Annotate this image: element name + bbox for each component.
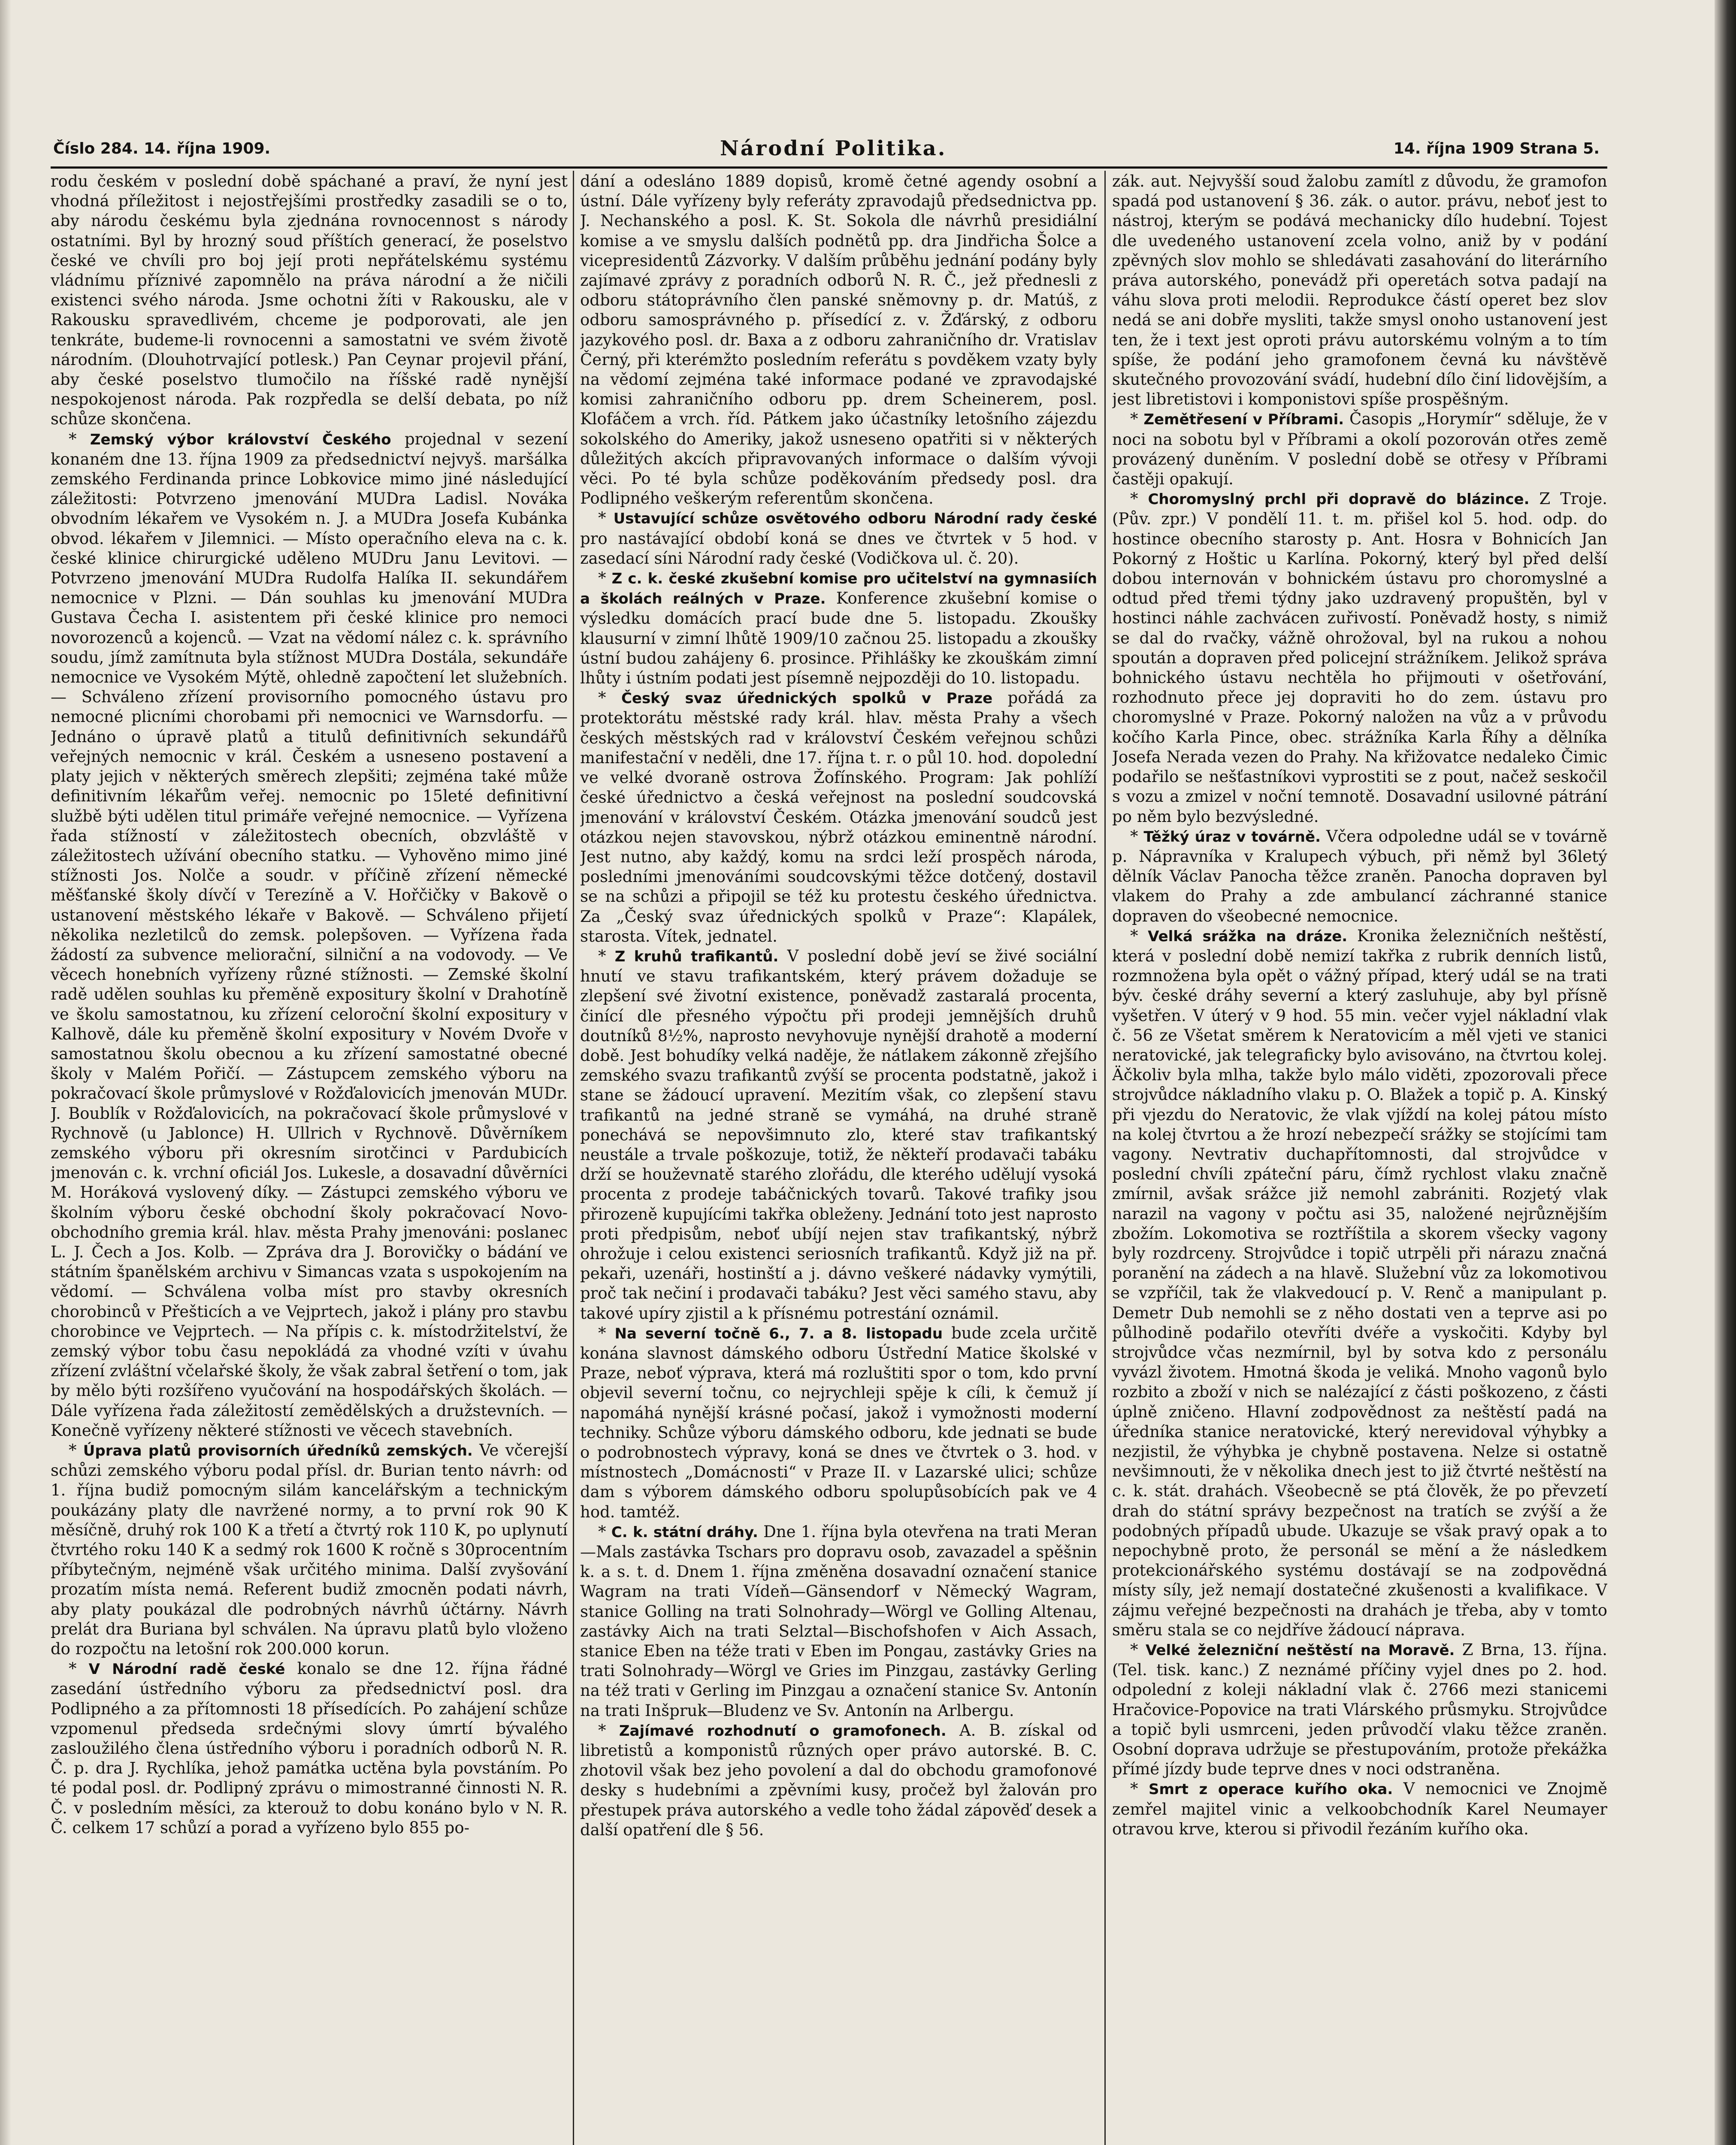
text-column-1 (51, 172, 568, 2145)
article-body: projednal v sezení konaném dne 13. října 1909 za předsednictví nejvyš. maršálka zemského Ferdinanda prince Lobkovice mimo jiné následující záležitosti: Potvrzeno jmenování MUDra Ladisl. Nováka obvodním lékařem ve Vysokém n. J. a MUDra Josefa Kubánka obvod. lékařem v Jilemnici. — Místo operačního eleva na c. k. české klinice chirurgické uděleno MUDru Janu Levitovi. — Potvrzeno jmenování MUDra Rudolfa Halíka II. sekundářem nemocnice v Plzni. — Dán souhlas ku jmenování MUDra Gustava Čecha I. asistentem při české klinice pro nemoci novorozenců a kojenců. — Vzat na vědomí nález c. k. správního soudu, jímž zamítnuta byla stížnost MUDra Dostála, sekundáře nemocnice ve Vysokém Mýtě, ohledně započtení let služebních. — Schváleno zřízení provisorního pomocného ústavu pro nemocné plicními chorobami při nemocnici ve Warnsdorfu. — Jednáno o úpravě platů a titulů definitivních sekundářů veřejných nemocnic v král. Českém a usneseno postavení a platy jejich v některých směrech zlepšiti; zejména také může definitivním lékařům veřej. nemocnic po 15leté definitivní službě býti udělen titul primáře veřejné nemocnice. — Vyřízena řada stížností v záležitostech obecních, obzvláště v záležitostech užívání obecního statku. — Vyhověno mimo jiné stížnosti Jos. Nolče a soudr. v příčině zřízení německé měšťanské školy dívčí v Terezíně a V. Hořčičky v Bakově o ustanovení městského lékaře v Bakově. — Schváleno přijetí několika nezletilců do zemsk. polepšoven. — Vyřízena řada žádostí za subvence meliorační, silniční a na vodovody. — Ve věcech honebních vyřízeny různé stížnosti. — Zemské školní radě udělen souhlas ku přeměně expositury školní v Drahotíně ve školu samostatnou, ku zřízení celoroční školní expositury v Kalhově, dále ku přeměně školní expositury v Novém Dvoře v samostatnou školu obecnou a ku zřízení samostatné obecné školy v Malém Pořičí. — Zástupcem zemského výboru na pokračovací škole průmyslové v Rožďalovicích jmenován MUDr. J. Boublík v Rožďalovicích, na pokračovací škole průmyslové v Rychnově (u Jablonce) H. Ullrich v Rychnově. Důvěrníkem zemského výboru při okresním sirotčinci v Pardubicích jmenován c. k. vrchní oficiál Jos. Lukesle, a dosavadní důvěrníci M. Horáková vyslovený díky. — Zástupci zemského výboru ve školním výboru české obchodní školy pokračovací Novo-obchodního gremia král. hlav. města Prahy jmenováni: poslanec L. J. Čech a Jos. Kolb. — Zpráva dra J. Borovičky o bádání ve státním španělském archivu v Simancas vzata s uspokojením na vědomí. — Schválena volba míst pro stavby okresních chorobinců v Přešticích a ve Vejprtech, jakož i plány pro stavbu chorobince ve Vejprtech. — Na přípis c. k. místodržitelství, že zemský výbor tobu času nepokládá za vhodné vzíti v úvahu zřízení zvláštní včelařské školy, že však zabral šetření o tom, jak by mělo býti rozšířeno vyučování na hospodářských školách. — Dále vyřízena řada záležitostí zemědělských a družstevních. — Konečně vyřízeny některé stížnosti ve věcech stavebních. (51, 429, 568, 1440)
page-shading (0, 0, 11, 2145)
article-heading: Zajímavé rozhodnutí o gramofonech. (619, 1722, 947, 1740)
article-body: dání a odesláno 1889 dopisů, kromě četné agendy osobní a ústní. Dále vyřízeny byly referáty zpravodajů předsednictva pp. J. Nechanského a posl. K. St. Sokola dle návrhů presidiální komise a ve smyslu dalších podnětů pp. dra Jindřicha Šolce a vicepresidentů Zázvorky. V dalším průběhu jednání podány byly zajímavé zprávy z poradních odborů N. R. Č., jež přednesli z odboru státoprávního člen panské sněmovny p. dr. Matúš, z odboru samosprávného p. přísedící z. v. Žďárský, z odboru jazykového posl. dr. Baxa a z odboru zahraničního dr. Vratislav Černý, při kterémžto posledním referátu s povděkem vzaty byly na vědomí zejména také informace podané ve zpravodajské komisi zahraničního odboru pp. drem Scheinerem, posl. Klofáčem a vrch. říd. Pátkem jako účastníky letošního zájezdu sokolského do Ameriky, jakož usneseno opatřiti si v některých důležitých akcích připravovaných informace o dalším vývoji věci. Po té byla schůze poděkováním předsedy posl. dra Podlipného veškerým referentům skončena. (580, 172, 1097, 508)
article-paragraph: * Smrt z operace kuřího oka. V nemocnici ve Znojmě zemřel majitel vinic a velkoobchodník Karel Neumayer otravou krve, kterou si přivodil řezáním kuřího oka. (1112, 1779, 1607, 1838)
text-column-2 (580, 172, 1097, 2145)
article-heading: C. k. státní dráhy. (611, 1523, 758, 1541)
article-body: Z Brna, 13. října. (Tel. tisk. kanc.) Z neznámé příčiny vyjel dnes po 2. hod. odpolední z koleji nákladní vlak č. 2766 mezi stanicemi Hračovice-Popovice na trati Vlárského průsmyku. Strojvůdce a topič byli usmrceni, jeden průvodčí vlaku těžce zraněn. Osobní doprava udržuje se přestupováním, protože překážka přímé jízdy bude teprve dnes v noci odstraněna. (1112, 1640, 1607, 1779)
article-paragraph: * Úprava platů provisorních úředníků zemských. Ve včerejší schůzi zemského výboru podal přísl. dr. Burian tento návrh: od 1. října budiž pomocným silám kancelářským a technickým poukázány platy dle navržené normy, a to první rok 90 K měsíčně, druhý rok 100 K a třetí a čtvrtý rok 110 K, po uplynutí čtvrtého roku 140 K a sedmý rok 1600 K ročně s 30procentním příbytečným, nejméně však určitého minima. Další zvyšování prozatím místa nemá. Referent budiž zmocněn podati návrh, aby platy poukázal dle podrobných návrhů účtárny. Návrh prelát dra Buriana byl schválen. Na úpravu platů bylo vloženo do rozpočtu na letošní rok 200.000 korun. (51, 1441, 568, 1659)
article-paragraph (51, 172, 568, 429)
article-paragraph: * Těžký úraz v továrně. Včera odpoledne udál se v továrně p. Nápravníka v Kralupech výbuch, při němž byl 36letý dělník Václav Panocha těžce zraněn. Panocha dopraven byl vlakem do Prahy a zde ambulancí záchranné stanice dopraven do všeobecné nemocnice. (1112, 827, 1607, 925)
article-heading: Zemětřesení v Příbrami. (1143, 411, 1344, 429)
article-paragraph: * C. k. státní dráhy. Dne 1. října byla otevřena na trati Meran—Mals zastávka Tschars pro dopravu osob, zavazadel a spěšnin k. a s. t. d. Dnem 1. října změněna dosavadní označení stanice Wagram na trati Vídeň—Gänsendorf v Německý Wagram, stanice Golling na trati Solnohrady—Wörgl ve Golling Altenau, zastávky Aich na trati Selztal—Bischofshofen v Aich Assach, stanice Eben na téže trati v Eben im Pongau, zastávky Gries na trati Solnohrady—Wörgl ve Gries im Pinzgau, zastávky Gerling na též trati v Gerling im Pinzgau a označení stanice Sv. Antonín na trati Inšpruk—Bludenz ve Sv. Antonín na Arlbergu. (580, 1522, 1097, 1720)
article-heading: V Národní radě české (88, 1661, 285, 1678)
article-paragraph: * Ustavující schůze osvětového odboru Národní rady české pro nastávající období koná se dnes ve čtvrtek v 5 hod. v zasedací síni Národní rady české (Vodičkova ul. č. 20). (580, 509, 1097, 568)
article-body: Včera odpoledne udál se v továrně p. Nápravníka v Kralupech výbuch, při němž byl 36letý dělník Václav Panocha těžce zraněn. Panocha dopraven byl vlakem do Prahy a zde ambulancí záchranné stanice dopraven do všeobecné nemocnice. (1112, 827, 1607, 925)
article-heading: Český svaz úřednických spolků v Praze (621, 690, 993, 707)
article-body: V poslední době jeví se živé sociální hnutí ve stavu trafikantském, který právem dožaduje se zlepšení své životní existence, poněvadž zastaralá procenta, činící dle přesného výpočtu při prodeji jemnějších druhů doutníků 8½%, naprosto nevyhovuje nynější drahotě a moderní době. Jest bohudíky velká naděje, že nátlakem zákonně zřejšího zemského svazu trafikantů zvýší se procenta podstatně, jakož i stane se žádoucí upravení. Mezitím však, co zlepšení stavu trafikantů na jedné straně se vymáhá, na druhé straně ponechává se nepovšimnuto zlo, které stav trafikantský neustále a trvale poškozuje, totiž, že někteří prodavači tabáku drží se houževnatě starého zlořádu, dle kterého udělují vysoká procenta z prodeje tabáčnických tovarů. Takové trafiky jsou přirozeně kupujícími takřka obleženy. Jednání toto jest naprosto proti předpisům, neboť ubíjí nejen stav trafikantský, nýbrž ohrožuje i celou existenci seriosních trafikantů. Když již na př. pekaři, uzenáři, hostinští a j. dávno veškeré nádavky vymýtili, proč tak nečiní i prodavači tabáku? Jest věci samého stavu, aby takové upíry zjistil a k přísnému potrestání oznámil. (580, 946, 1097, 1323)
article-paragraph: * Zajímavé rozhodnutí o gramofonech. A. B. získal od libretistů a komponistů různých oper právo autorské. B. C. zhotovil však bez jeho povolení a dal do obchodu gramofonové desky s hudebními a zpěvními kusy, pročež byl žalován pro přestupek práva autorského a vedle toho žádal zápověď desek a další opatření dle § 56. (580, 1721, 1097, 1839)
article-body: Ve včerejší schůzi zemského výboru podal přísl. dr. Burian tento návrh: od 1. října budiž pomocným silám kancelářským a technickým poukázány platy dle navržené normy, a to první rok 90 K měsíčně, druhý rok 100 K a třetí a čtvrtý rok 110 K, po uplynutí čtvrtého roku 140 K a sedmý rok 1600 K ročně s 30procentním příbytečným, nejméně však určitého minima. Další zvyšování prozatím místa nemá. Referent budiž zmocněn podati návrh, aby platy poukázal dle podrobných návrhů účtárny. Návrh prelát dra Buriana byl schválen. Na úpravu platů bylo vloženo do rozpočtu na letošní rok 200.000 korun. (51, 1441, 568, 1659)
article-body: Kronika železničních neštěstí, která v poslední době nemizí takřka z rubrik denních listů, rozmnožena byla opět o vážný případ, který udál se na trati býv. české dráhy severní a který zasluhuje, aby byl přísně vyšetřen. V úterý v 9 hod. 55 min. večer vyjel nákladní vlak č. 56 ze Všetat směrem k Neratovicím a měl vjeti ve stanici neratovické, jak telegraficky bylo avisováno, na čtvrtou kolej. Äčkoliv byla mlha, takže bylo málo viděti, zpozorovali přece strojvůdce nákladního vlaku p. O. Blažek a topič p. A. Kinský při vjezdu do Neratovic, že vlak vjíždí na kolej pátou místo na kolej čtvrtou a že hrozí nebezpečí srážky se stojícími tam vagony. Nevtrativ duchapřítomnosti, dal strojvůdce v poslední chvíli zpáteční páru, čímž rychlost vlaku značně zmírnil, avšak srážce již nemohl zabrániti. Rozjetý vlak narazil na vagony v počtu asi 35, naložené nejrůznějším zbožím. Lokomotiva se roztříštila a skorem všecky vagony byly rozdrceny. Strojvůdce i topič utrpěli při nárazu značná poranění na zádech a na hlavě. Služební vůz za lokomotivou se vzpříčil, tak že vlakvedoucí p. V. Renč a manipulant p. Demetr Dub nemohli se z něho dostati ven a teprve asi po půlhodině podařilo otevříti dvéře a vyskočiti. Kdyby byl strojvůdce včas nezmírnil, byl by sotva kdo z personálu vyvázl životem. Hmotná škoda je veliká. Mnoho vagonů bylo rozbito a zboží v nich se nalézající z části poškozeno, z části úplně zničeno. Hlavní zodpovědnost za neštěstí padá na úředníka stanice neratovické, který nerevidoval výhybky a nezjistil, že výhybka je chybně postavena. Nelze si ostatně nevšimnouti, že v několika dnech jest to již čtvrté neštěstí na c. k. stát. drahách. Všeobecně se ptá člověk, že po převzetí drah do státní správy bezpečnost na tratích se zvýší a že podobných případů ubude. Ukazuje se však pravý opak a to nepochybně proto, že personál se mění a že následkem protekcionářského systému dostávají se na zodpovědná místy síly, jež nemají dostatečné zkušenosti a kvalifikace. V zájmu veřejné bezpečnosti na drahách je třeba, aby v tomto směru stala se co nejdříve žádoucí náprava. (1112, 926, 1607, 1639)
article-paragraph: * Velké železniční neštěstí na Moravě. Z Brna, 13. října. (Tel. tisk. kanc.) Z neznámé příčiny vyjel dnes po 2. hod. odpolední z koleji nákladní vlak č. 2766 mezi stanicemi Hračovice-Popovice na trati Vlárského průsmyku. Strojvůdce a topič byli usmrceni, jeden průvodčí vlaku těžce zraněn. Osobní doprava udržuje se přestupováním, protože překážka přímé jízdy bude teprve dnes v noci odstraněna. (1112, 1640, 1607, 1779)
article-body: zák. aut. Nejvyšší soud žalobu zamítl z důvodu, že gramofon spadá pod ustanovení § 36. zák. o autor. právu, neboť jest to nástroj, kterým se podává mechanicky dílo hudební. Tojest dle uvedeného ustanovení zcela volno, aniž by v podání zpěvných slov mohlo se shledávati zasahování do literárního práva autorského, ponevádž při operetách sotva padají na váhu slova proti melodii. Reprodukce částí operet bez slov nedá se ani dobře mysliti, takže smysl onoho ustanovení jest ten, že i text jest oproti právu autorskému volným a to tím spíše, že podání jeho gramofonem čevná ku návštěvě skutečného provozování svádí, hudební dílo činí lidovějším, a jest libretistovi i komponistovi spíše prospěšným. (1112, 172, 1607, 409)
article-paragraph: * Z kruhů trafikantů. V poslední době jeví se živé sociální hnutí ve stavu trafikantském, který právem dožaduje se zlepšení své životní existence, poněvadž zastaralá procenta, činící dle přesného výpočtu při prodeji jemnějších druhů doutníků 8½%, naprosto nevyhovuje nynější drahotě a moderní době. Jest bohudíky velká naděje, že nátlakem zákonně zřejšího zemského svazu trafikantů zvýší se procenta podstatně, jakož i stane se žádoucí upravení. Mezitím však, co zlepšení stavu trafikantů na jedné straně se vymáhá, na druhé straně ponechává se nepovšimnuto zlo, které stav trafikantský neustále a trvale poškozuje, totiž, že někteří prodavači tabáku drží se houževnatě starého zlořádu, dle kterého udělují vysoká procenta z prodeje tabáčnických tovarů. Takové trafiky jsou přirozeně kupujícími takřka obleženy. Jednání toto jest naprosto proti předpisům, neboť ubíjí nejen stav trafikantský, nýbrž ohrožuje i celou existenci seriosních trafikantů. Když již na př. pekaři, uzenáři, hostinští a j. dávno veškeré nádavky vymýtili, proč tak nečiní i prodavači tabáku? Jest věci samého stavu, aby takové upíry zjistil a k přísnému potrestání oznámil. (580, 946, 1097, 1323)
newspaper-title: Národní Politika. (720, 136, 947, 160)
article-body: Dne 1. října byla otevřena na trati Meran—Mals zastávka Tschars pro dopravu osob, zavazadel a spěšnin k. a s. t. d. Dnem 1. října změněna dosavadní označení stanice Wagram na trati Vídeň—Gänsendorf v Německý Wagram, stanice Golling na trati Solnohrady—Wörgl ve Golling Altenau, zastávky Aich na trati Selztal—Bischofshofen v Aich Assach, stanice Eben na téže trati v Eben im Pongau, zastávky Gries na trati Solnohrady—Wörgl ve Gries im Pinzgau, zastávky Gerling na též trati v Gerling im Pinzgau a označení stanice Sv. Antonín na trati Inšpruk—Bludenz ve Sv. Antonín na Arlbergu. (580, 1522, 1097, 1720)
article-paragraph: * Choromyslný prchl při dopravě do blázince. Z Troje. (Pův. zpr.) V pondělí 11. t. m. přišel kol 5. hod. odp. do hostince obecního starosty p. Ant. Hosra v Bohnicích Jan Pokorný z Hoštic u Karlína. Pokorný, který byl před delší dobou internován v bohnickém ústavu pro choromyslné a odtud před třemi týdny jako uzdravený propuštěn, byl v hostinci náhle zachvácen zuřivostí. Poněvadž hosty, s nimiž se dal do rvačky, vážně ohrožoval, byl na rukou a nohou spoután a dopraven před policejní strážníkem. Jelikož správa bohnického ústavu nechtěla ho přijmouti v ošetřování, rozhodnuto přece jej dopraviti ho do zem. ústavu pro choromyslné v Praze. Pokorný naložen na vůz a v průvodu kočího Karla Pince, obec. strážníka Karla Říhy a dělníka Josefa Nerada vezen do Prahy. Na křižovatce nedaleko Čimic podařilo se nešťastníkovi vyprostiti se z pout, načež seskočil s vozu a zmizel v noční temnotě. Dosavadní usilovné pátrání po něm bylo bezvýsledné. (1112, 489, 1607, 826)
article-heading: Úprava platů provisorních úředníků zemských. (83, 1442, 473, 1459)
article-paragraph: * Velká srážka na dráze. Kronika železničních neštěstí, která v poslední době nemizí takřka z rubrik denních listů, rozmnožena byla opět o vážný případ, který udál se na trati býv. české dráhy severní a který zasluhuje, aby byl přísně vyšetřen. V úterý v 9 hod. 55 min. večer vyjel nákladní vlak č. 56 ze Všetat směrem k Neratovicím a měl vjeti ve stanici neratovické, jak telegraficky bylo avisováno, na čtvrtou kolej. Äčkoliv byla mlha, takže bylo málo viděti, zpozorovali přece strojvůdce nákladního vlaku p. O. Blažek a topič p. A. Kinský při vjezdu do Neratovic, že vlak vjíždí na kolej pátou místo na kolej čtvrtou a že hrozí nebezpečí srážky se stojícími tam vagony. Nevtrativ duchapřítomnosti, dal strojvůdce v poslední chvíli zpáteční páru, čímž rychlost vlaku značně zmírnil, avšak srážce již nemohl zabrániti. Rozjetý vlak narazil na vagony v počtu asi 35, naložené nejrůznějším zbožím. Lokomotiva se roztříštila a skorem všecky vagony byly rozdrceny. Strojvůdce i topič utrpěli při nárazu značná poranění na zádech a na hlavě. Služební vůz za lokomotivou se vzpříčil, tak že vlakvedoucí p. V. Renč a manipulant p. Demetr Dub nemohli se z něho dostati ven a teprve asi po půlhodině podařilo otevříti dvéře a vyskočiti. Kdyby byl strojvůdce včas nezmírnil, byl by sotva kdo z personálu vyvázl životem. Hmotná škoda je veliká. Mnoho vagonů bylo rozbito a zboží v nich se nalézající z části poškozeno, z části úplně zničeno. Hlavní zodpovědnost za neštěstí padá na úředníka stanice neratovické, který nerevidoval výhybky a nezjistil, že výhybka je chybně postavena. Nelze si ostatně nevšimnouti, že v několika dnech jest to již čtvrté neštěstí na c. k. stát. drahách. Všeobecně se ptá člověk, že po převzetí drah do státní správy bezpečnost na tratích se zvýší a že podobných případů ubude. Ukazuje se však pravý opak a to nepochybně proto, že personál se mění a že následkem protekcionářského systému dostávají se na zodpovědná místy síly, jež nemají dostatečné zkušenosti a kvalifikace. V zájmu veřejné bezpečnosti na drahách je třeba, aby v tomto směru stala se co nejdříve žádoucí náprava. (1112, 926, 1607, 1639)
article-heading: Velká srážka na dráze. (1148, 927, 1348, 945)
article-paragraph (580, 172, 1097, 508)
article-heading: Z kruhů trafikantů. (614, 948, 779, 965)
header-rule (51, 166, 1607, 169)
article-paragraph: * Z c. k. české zkušební komise pro učitelství na gymnasiích a školách reálných v Praze. Konference zkušební komise o výsledku domácích prací bude dne 5. listopadu. Zkoušky klausurní v zimní lhůtě 1909/10 začnou 25. listopadu a zkoušky ústní budou zahájeny 6. prosince. Přihlášky ke zkouškám zimní lhůty i ústním podati jest písemně nejpozději do 10. listopadu. (580, 569, 1097, 688)
article-paragraph: * V Národní radě české konalo se dne 12. října řádné zasedání ústředního výboru za předsednictví posl. dra Podlipného a za přítomnosti 18 přísedících. Po zahájení schůze vzpomenul předseda srdečnými slovy úmrtí bývalého zasloužilého člena ústředního výboru i poradních odborů N. R. Č. p. dra J. Rychlíka, jehož památka uctěna byla povstáním. Po té podal posl. dr. Podlipný zprávu o mimostranné činnosti N. R. Č. v posledním měsíci, za kterouž to dobu konáno bylo v N. R. Č. celkem 17 schůzí a porad a vyřízeno bylo 855 po- (51, 1659, 568, 1837)
article-heading: Těžký úraz v továrně. (1143, 828, 1321, 846)
article-body: rodu českém v poslední době spáchané a praví, že nyní jest vhodná příležitost i nejostřejšími prostředky zasadili se o to, aby národu českému byla zjednána rovnocennost s národy ostatními. Byl by hrozný soud příštích generací, že poselstvo české ve chvíli pro boj její proti nepřátelskému systému vládnímu příznivé zapomnělo na práva národní a že ničili existenci svého národa. Jsme ochotni žíti v Rakousku, ale v Rakousku spravedlivém, chceme je podporovati, ale jen tenkráte, budeme-li rovnocenni a samostatni ve svém životě národním. (Dlouhotrvající potlesk.) Pan Ceynar projevil přání, aby české poselstvo tlumočilo na říšské radě nynější nespokojenost národa. Pak rozpředla se delší debata, po níž schůze skončena. (51, 172, 568, 429)
article-paragraph (1112, 172, 1607, 409)
article-heading: Velké železniční neštěstí na Moravě. (1145, 1642, 1455, 1659)
article-body: konalo se dne 12. října řádné zasedání ústředního výboru za předsednictví posl. dra Podlipného a za přítomnosti 18 přísedících. Po zahájení schůze vzpomenul předseda srdečnými slovy úmrtí bývalého zasloužilého člena ústředního výboru i poradních odborů N. R. Č. p. dra J. Rychlíka, jehož památka uctěna byla povstáním. Po té podal posl. dr. Podlipný zprávu o mimostranné činnosti N. R. Č. v posledním měsíci, za kterouž to dobu konáno bylo v N. R. Č. celkem 17 schůzí a porad a vyřízeno bylo 855 po- (51, 1659, 568, 1837)
article-heading: Choromyslný prchl při dopravě do blázince. (1148, 491, 1530, 508)
article-body: A. B. získal od libretistů a komponistů různých oper právo autorské. B. C. zhotovil však bez jeho povolení a dal do obchodu gramofonové desky s hudebními a zpěvními kusy, pročež byl žalován pro přestupek práva autorského a vedle toho žádal zápověď desek a další opatření dle § 56. (580, 1721, 1097, 1839)
page-binding-edge (1715, 0, 1736, 2145)
article-paragraph: * Zemský výbor království Českého projednal v sezení konaném dne 13. října 1909 za předsednictví nejvyš. maršálka zemského Ferdinanda prince Lobkovice mimo jiné následující záležitosti: Potvrzeno jmenování MUDra Ladisl. Nováka obvodním lékařem ve Vysokém n. J. a MUDra Josefa Kubánka obvod. lékařem v Jilemnici. — Místo operačního eleva na c. k. české klinice chirurgické uděleno MUDru Janu Levitovi. — Potvrzeno jmenování MUDra Rudolfa Halíka II. sekundářem nemocnice v Plzni. — Dán souhlas ku jmenování MUDra Gustava Čecha I. asistentem při české klinice pro nemoci novorozenců a kojenců. — Vzat na vědomí nález c. k. správního soudu, jímž zamítnuta byla stížnost MUDra Dostála, sekundáře nemocnice ve Vysokém Mýtě, ohledně započtení let služebních. — Schváleno zřízení provisorního pomocného ústavu pro nemocné plicními chorobami při nemocnici ve Warnsdorfu. — Jednáno o úpravě platů a titulů definitivních sekundářů veřejných nemocnic v král. Českém a usneseno postavení a platy jejich v některých směrech zlepšiti; zejména také může definitivním lékařům veřej. nemocnic po 15leté definitivní službě býti udělen titul primáře veřejné nemocnice. — Vyřízena řada stížností v záležitostech obecních, obzvláště v záležitostech užívání obecního statku. — Vyhověno mimo jiné stížnosti Jos. Nolče a soudr. v příčině zřízení německé měšťanské školy dívčí v Terezíně a V. Hořčičky v Bakově o ustanovení městského lékaře v Bakově. — Schváleno přijetí několika nezletilců do zemsk. polepšoven. — Vyřízena řada žádostí za subvence meliorační, silniční a na vodovody. — Ve věcech honebních vyřízeny různé stížnosti. — Zemské školní radě udělen souhlas ku přeměně expositury školní v Drahotíně ve školu samostatnou, ku zřízení celoroční školní expositury v Kalhově, dále ku přeměně školní expositury v Novém Dvoře v samostatnou školu obecnou a ku zřízení samostatné obecné školy v Malém Pořičí. — Zástupcem zemského výboru na pokračovací škole průmyslové v Rožďalovicích jmenován MUDr. J. Boublík v Rožďalovicích, na pokračovací škole průmyslové v Rychnově (u Jablonce) H. Ullrich v Rychnově. Důvěrníkem zemského výboru při okresním sirotčinci v Pardubicích jmenován c. k. vrchní oficiál Jos. Lukesle, a dosavadní důvěrníci M. Horáková vyslovený díky. — Zástupci zemského výboru ve školním výboru české obchodní školy pokračovací Novo-obchodního gremia král. hlav. města Prahy jmenováni: poslanec L. J. Čech a Jos. Kolb. — Zpráva dra J. Borovičky o bádání ve státním španělském archivu v Simancas vzata s uspokojením na vědomí. — Schválena volba míst pro stavby okresních chorobinců v Přešticích a ve Vejprtech, jakož i plány pro stavbu chorobince ve Vejprtech. — Na přípis c. k. místodržitelství, že zemský výbor tobu času nepokládá za vhodné vzíti v úvahu zřízení zvláštní včelařské školy, že však zabral šetření o tom, jak by mělo býti rozšířeno vyučování na hospodářských školách. — Dále vyřízena řada záležitostí zemědělských a družstevních. — Konečně vyřízeny některé stížnosti ve věcech stavebních. (51, 429, 568, 1440)
article-paragraph: * Na severní točně 6., 7. a 8. listopadu bude zcela určitě konána slavnost dámského odboru Ústřední Matice školské v Praze, neboť výprava, která má rozluštiti spor o tom, kdo první objevil severní točnu, co nejrychleji spěje k cíli, k čemuž jí napomáhá nynější krásné počasí, jakož i vymožnosti moderní techniky. Schůze výboru dámského odboru, kde jednati se bude o podrobnostech výpravy, koná se dnes ve čtvrtek o 3. hod. v místnostech „Domácnosti“ v Praze II. v Lazarské ulici; schůze dam s výborem dámského odboru spolupůsobících pak ve 4 hod. tamtéž. (580, 1323, 1097, 1521)
page-header (51, 136, 1604, 166)
article-body: V nemocnici ve Znojmě zemřel majitel vinic a velkoobchodník Karel Neumayer otravou krve, kterou si přivodil řezáním kuřího oka. (1112, 1779, 1607, 1838)
article-heading: Na severní točně 6., 7. a 8. listopadu (614, 1325, 943, 1342)
article-body: bude zcela určitě konána slavnost dámského odboru Ústřední Matice školské v Praze, neboť výprava, která má rozluštiti spor o tom, kdo první objevil severní točnu, co nejrychleji spěje k cíli, k čemuž jí napomáhá nynější krásné počasí, jakož i vymožnosti moderní techniky. Schůze výboru dámského odboru, kde jednati se bude o podrobnostech výpravy, koná se dnes ve čtvrtek o 3. hod. v místnostech „Domácnosti“ v Praze II. v Lazarské ulici; schůze dam s výborem dámského odboru spolupůsobících pak ve 4 hod. tamtéž. (580, 1323, 1097, 1521)
article-heading: Smrt z operace kuřího oka. (1148, 1781, 1393, 1798)
article-heading: Zemský výbor království Českého (90, 431, 391, 448)
page-date-number: 14. října 1909 Strana 5. (1393, 140, 1600, 157)
article-heading: Z c. k. české zkušební komise pro učitelství na gymnasiích a školách reálných v Praze. (580, 570, 1097, 608)
article-body: Časopis „Horymír“ sděluje, že v noci na sobotu byl v Příbrami a okolí pozorován otřes země provázený duněním. V poslední době se otřesy v Příbrami častěji opakují. (1112, 410, 1607, 489)
article-body: pro nastávající období koná se dnes ve čtvrtek v 5 hod. v zasedací síni Národní rady české (Vodičkova ul. č. 20). (580, 529, 1097, 568)
article-paragraph: * Zemětřesení v Příbrami. Časopis „Horymír“ sděluje, že v noci na sobotu byl v Příbrami a okolí pozorován otřes země provázený duněním. V poslední době se otřesy v Příbrami častěji opakují. (1112, 410, 1607, 489)
text-column-3 (1112, 172, 1607, 2145)
column-divider (573, 171, 574, 2145)
article-body: Konference zkušební komise o výsledku domácích prací bude dne 5. listopadu. Zkoušky klausurní v zimní lhůtě 1909/10 začnou 25. listopadu a zkoušky ústní budou zahájeny 6. prosince. Přihlášky ke zkouškám zimní lhůty i ústním podati jest písemně nejpozději do 10. listopadu. (580, 589, 1097, 688)
article-body: Z Troje. (Pův. zpr.) V pondělí 11. t. m. přišel kol 5. hod. odp. do hostince obecního starosty p. Ant. Hosra v Bohnicích Jan Pokorný z Hoštic u Karlína. Pokorný, který byl před delší dobou internován v bohnickém ústavu pro choromyslné a odtud před třemi týdny jako uzdravený propuštěn, byl v hostinci náhle zachvácen zuřivostí. Poněvadž hosty, s nimiž se dal do rvačky, vážně ohrožoval, byl na rukou a nohou spoután a dopraven před policejní strážníkem. Jelikož správa bohnického ústavu nechtěla ho přijmouti v ošetřování, rozhodnuto přece jej dopraviti ho do zem. ústavu pro choromyslné v Praze. Pokorný naložen na vůz a v průvodu kočího Karla Pince, obec. strážníka Karla Říhy a dělníka Josefa Nerada vezen do Prahy. Na křižovatce nedaleko Čimic podařilo se nešťastníkovi vyprostiti se z pout, načež seskočil s vozu a zmizel v noční temnotě. Dosavadní usilovné pátrání po něm bylo bezvýsledné. (1112, 489, 1607, 826)
article-paragraph: * Český svaz úřednických spolků v Praze pořádá za protektorátu městské rady král. hlav. města Prahy a všech českých městských rad v království Českém veřejnou schůzi manifestační v neděli, dne 17. října t. r. o půl 10. hod. dopolední ve velké dvoraně ostrova Žofínského. Program: Jak pohlíží české úřednictvo a česká veřejnost na poslední soudcovská jmenování v království Českém. Otázka jmenování soudců jest otázkou nejen stavovskou, nýbrž otázkou eminentně národní. Jest nutno, aby každý, komu na srdci leží prospěch národa, posledními jmenováními soudcovskými těžce dotčený, dostavil se na schůzi a připojil se též ku protestu českého úřednictva. Za „Český svaz úřednických spolků v Praze“: Klapálek, starosta. Vítek, jednatel. (580, 689, 1097, 946)
column-divider (1104, 171, 1106, 2145)
article-body: pořádá za protektorátu městské rady král. hlav. města Prahy a všech českých městských rad v království Českém veřejnou schůzi manifestační v neděli, dne 17. října t. r. o půl 10. hod. dopolední ve velké dvoraně ostrova Žofínského. Program: Jak pohlíží české úřednictvo a česká veřejnost na poslední soudcovská jmenování v království Českém. Otázka jmenování soudců jest otázkou nejen stavovskou, nýbrž otázkou eminentně národní. Jest nutno, aby každý, komu na srdci leží prospěch národa, posledními jmenováními soudcovskými těžce dotčený, dostavil se na schůzi a připojil se též ku protestu českého úřednictva. Za „Český svaz úřednických spolků v Praze“: Klapálek, starosta. Vítek, jednatel. (580, 689, 1097, 946)
issue-number-date: Číslo 284. 14. října 1909. (53, 140, 271, 157)
article-heading: Ustavující schůze osvětového odboru Národní rady české (613, 510, 1097, 528)
